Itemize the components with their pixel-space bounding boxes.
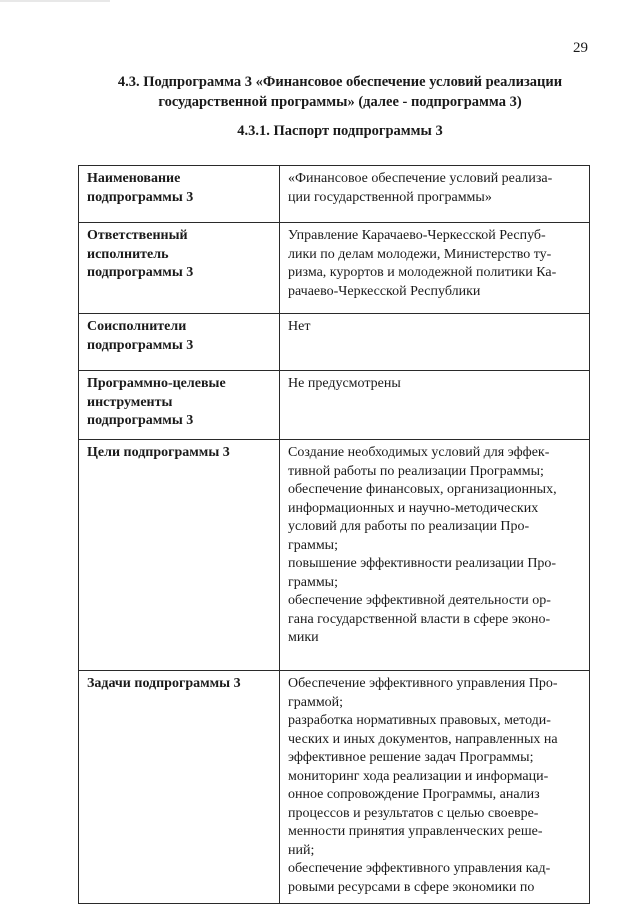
row-label-cell (79, 671, 280, 904)
row-value-line: «Финансовое обеспечение условий реализа- (288, 171, 553, 186)
section-title-line-2: государственной программы» (далее - подпрограмма 3) (158, 94, 522, 110)
row-label-cell (79, 223, 280, 314)
passport-table-body (79, 166, 590, 904)
row-value-line: менности принятия управленческих реше- (288, 824, 543, 839)
row-value-line: лики по делам молодежи, Министерство ту- (288, 246, 552, 262)
subprogram-passport-table (78, 165, 590, 904)
row-value-line: разработка нормативных правовых, методи- (288, 713, 551, 728)
row-label-line: Цели подпрограммы 3 (87, 445, 230, 460)
row-value-line: тивной работы по реализации Программы; (288, 463, 544, 479)
row-label-line: Наименование (87, 171, 181, 186)
row-value-line: мики (288, 630, 319, 645)
row-value-line: повышение эффективности реализации Про- (288, 556, 557, 571)
scan-edge-mark (0, 0, 110, 2)
row-value-line: граммой; (288, 694, 344, 710)
row-value-line: процессов и результатов с целью своевре- (288, 805, 539, 821)
section-title-line-1: 4.3. Подпрограмма 3 «Финансовое обеспечение условий реализации (117, 74, 563, 90)
table-row (79, 371, 590, 440)
subsection-title: 4.3.1. Паспорт подпрограммы 3 (237, 123, 443, 139)
row-label-cell (79, 371, 280, 440)
page-number: 29 (573, 40, 588, 56)
table-row (79, 671, 590, 904)
row-value-line: онное сопровождение Программы, анализ (288, 787, 540, 802)
table-row (79, 440, 590, 671)
table-row (79, 166, 590, 223)
row-value-cell (280, 671, 590, 904)
row-label-cell (79, 166, 280, 223)
row-value-line: ровыми ресурсами в сфере экономики по (288, 879, 535, 895)
row-value-line: Не предусмотрены (288, 376, 401, 391)
row-label-line: Программно-целевые (87, 376, 226, 391)
row-value-cell (280, 166, 590, 223)
row-label-line: подпрограммы 3 (87, 337, 194, 353)
row-label-cell (79, 440, 280, 671)
table-row (79, 223, 590, 314)
row-value-line: ческих и иных документов, направленных на (288, 731, 558, 747)
row-value-cell (280, 223, 590, 314)
row-label-line: подпрограммы 3 (87, 189, 194, 205)
row-label-line: исполнитель (87, 246, 169, 262)
row-label-line: подпрограммы 3 (87, 265, 194, 280)
row-label-line: инструменты (87, 394, 173, 410)
row-value-line: условий для работы по реализации Про- (288, 519, 530, 534)
row-value-line: рачаево-Черкесской Республики (288, 283, 481, 299)
section-title (60, 72, 620, 112)
row-value-line: мониторинг хода реализации и информаци- (288, 768, 549, 784)
row-value-cell (280, 314, 590, 371)
row-label-line: подпрограммы 3 (87, 413, 194, 428)
row-value-line: граммы; (288, 574, 338, 590)
row-value-line: эффективное решение задач Программы; (288, 750, 534, 765)
row-value-cell (280, 371, 590, 440)
row-value-line: гана государственной власти в сфере эконо- (288, 611, 551, 627)
row-label-line: Соисполнители (87, 319, 187, 334)
row-value-line: информационных и научно-методических (288, 500, 539, 516)
row-value-line: ризма, курортов и молодежной политики Ка- (288, 265, 557, 280)
row-value-line: обеспечение эффективного управления кад- (288, 861, 551, 876)
row-value-line: Создание необходимых условий для эффек- (288, 445, 550, 460)
row-value-line: ний; (288, 842, 315, 858)
row-value-line: Обеспечение эффективного управления Про- (288, 676, 558, 691)
row-value-line: Управление Карачаево-Черкесской Респуб- (288, 228, 546, 243)
row-value-line: Нет (288, 319, 311, 334)
row-value-cell (280, 440, 590, 671)
table-row (79, 314, 590, 371)
row-label-line: Задачи подпрограммы 3 (87, 676, 241, 691)
row-value-line: обеспечение эффективной деятельности ор- (288, 593, 551, 608)
row-value-line: ции государственной программы» (288, 189, 492, 205)
row-label-line: Ответственный (87, 228, 188, 243)
row-value-line: граммы; (288, 537, 338, 553)
row-value-line: обеспечение финансовых, организационных, (288, 482, 557, 497)
row-label-cell (79, 314, 280, 371)
